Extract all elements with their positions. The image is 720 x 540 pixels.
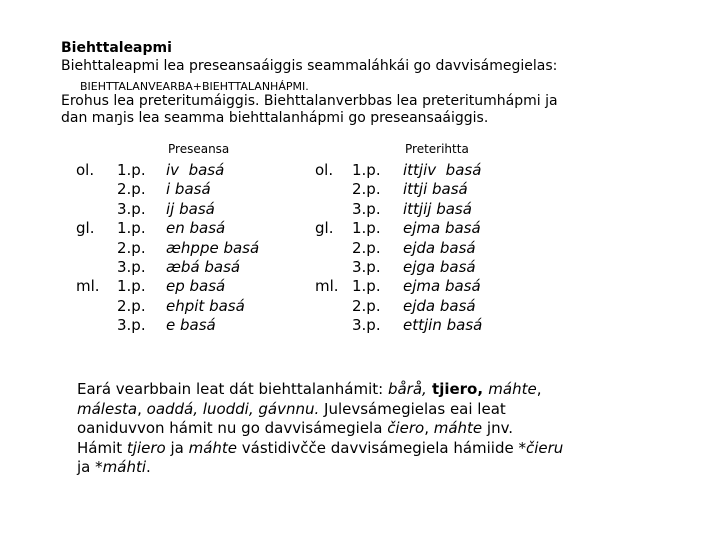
intro-line-4: dan maŋis lea seamma biehttalanhápmi go preseansaáiggis. (61, 110, 489, 126)
word-cieru: čieru (525, 438, 564, 457)
intro-line-3: Erohus lea preteritumáiggis. Biehttalanverbbas lea preteritumhápmi ja (61, 93, 558, 109)
table-left-border (70, 157, 71, 348)
text-span: jnv. (482, 419, 514, 437)
explanation-paragraph (77, 380, 617, 478)
word-malesta: málesta (77, 399, 138, 418)
word-baara: bårå, (387, 380, 427, 398)
persons-left: 1.p. 2.p. 3.p. 1.p. 2.p. 3.p. 1.p. 2.p. 3.p. (117, 161, 146, 335)
table-bottom-border (70, 348, 600, 349)
text-span: , (536, 380, 542, 398)
para-line-5 (77, 458, 617, 478)
text-span: ja (165, 438, 189, 457)
text-span: Hámit (77, 438, 127, 457)
word-mahte: máhte (433, 419, 483, 437)
header-present: Preseansa (168, 142, 230, 156)
word-mahte: máhte (488, 380, 537, 398)
table-header-border (70, 157, 600, 158)
para-line-3 (77, 419, 617, 439)
table-divider-3 (345, 157, 346, 348)
text-span: . (146, 458, 151, 476)
text-span: Julevsámegielas eai leat (319, 399, 506, 418)
table-divider-4 (397, 138, 398, 348)
word-list: oaddá, luoddi, gávnnu. (146, 399, 320, 418)
text-span: ja * (77, 458, 103, 476)
persons-right: 1.p. 2.p. 3.p. 1.p. 2.p. 3.p. 1.p. 2.p. 3.p. (352, 161, 381, 335)
para-line-4 (77, 439, 617, 459)
table-divider-1 (112, 157, 113, 348)
numbers-left: ol. gl. ml. (76, 161, 100, 296)
word-mahte: máhte (188, 438, 238, 457)
word-mahti: máhti (102, 458, 146, 476)
text-span: oaniduvvon hámit nu go davvisámegiela (77, 419, 388, 437)
header-preterite: Preterihtta (405, 142, 469, 156)
preterite-forms: ittjiv basá ittji basá ittjij basá ejma basá ejda basá ejga basá ejma basá ejda basá ettjin basá (403, 161, 483, 335)
word-ciero: čiero (387, 419, 425, 437)
word-tjiero: tjiero (126, 438, 166, 457)
text-span: , (424, 419, 434, 437)
numbers-right: ol. gl. ml. (315, 161, 339, 296)
intro-line-1: Biehttaleapmi lea preseansaáiggis seammaláhkái go davvisámegielas: (61, 58, 558, 74)
intro-formula: BIEHTTALANVEARBA+BIEHTTALANHÁPMI. (80, 80, 309, 93)
word-tjiero: tjiero, (426, 380, 489, 398)
para-line-1 (77, 380, 617, 400)
table-divider-2 (162, 138, 163, 348)
present-forms: iv basá i basá ij basá en basá æhppe basá æbá basá ep basá ehpit basá e basá (166, 161, 260, 335)
page-title: Biehttaleapmi (61, 40, 172, 56)
table-top-border (162, 138, 600, 139)
text-span: vástidivčče davvisámegiela hámiide * (237, 438, 526, 457)
table-right-border (599, 138, 600, 348)
text-span: Eará vearbbain leat dát biehttalanhámit: (77, 380, 388, 398)
para-line-2 (77, 400, 617, 420)
text-span: , (137, 399, 147, 418)
